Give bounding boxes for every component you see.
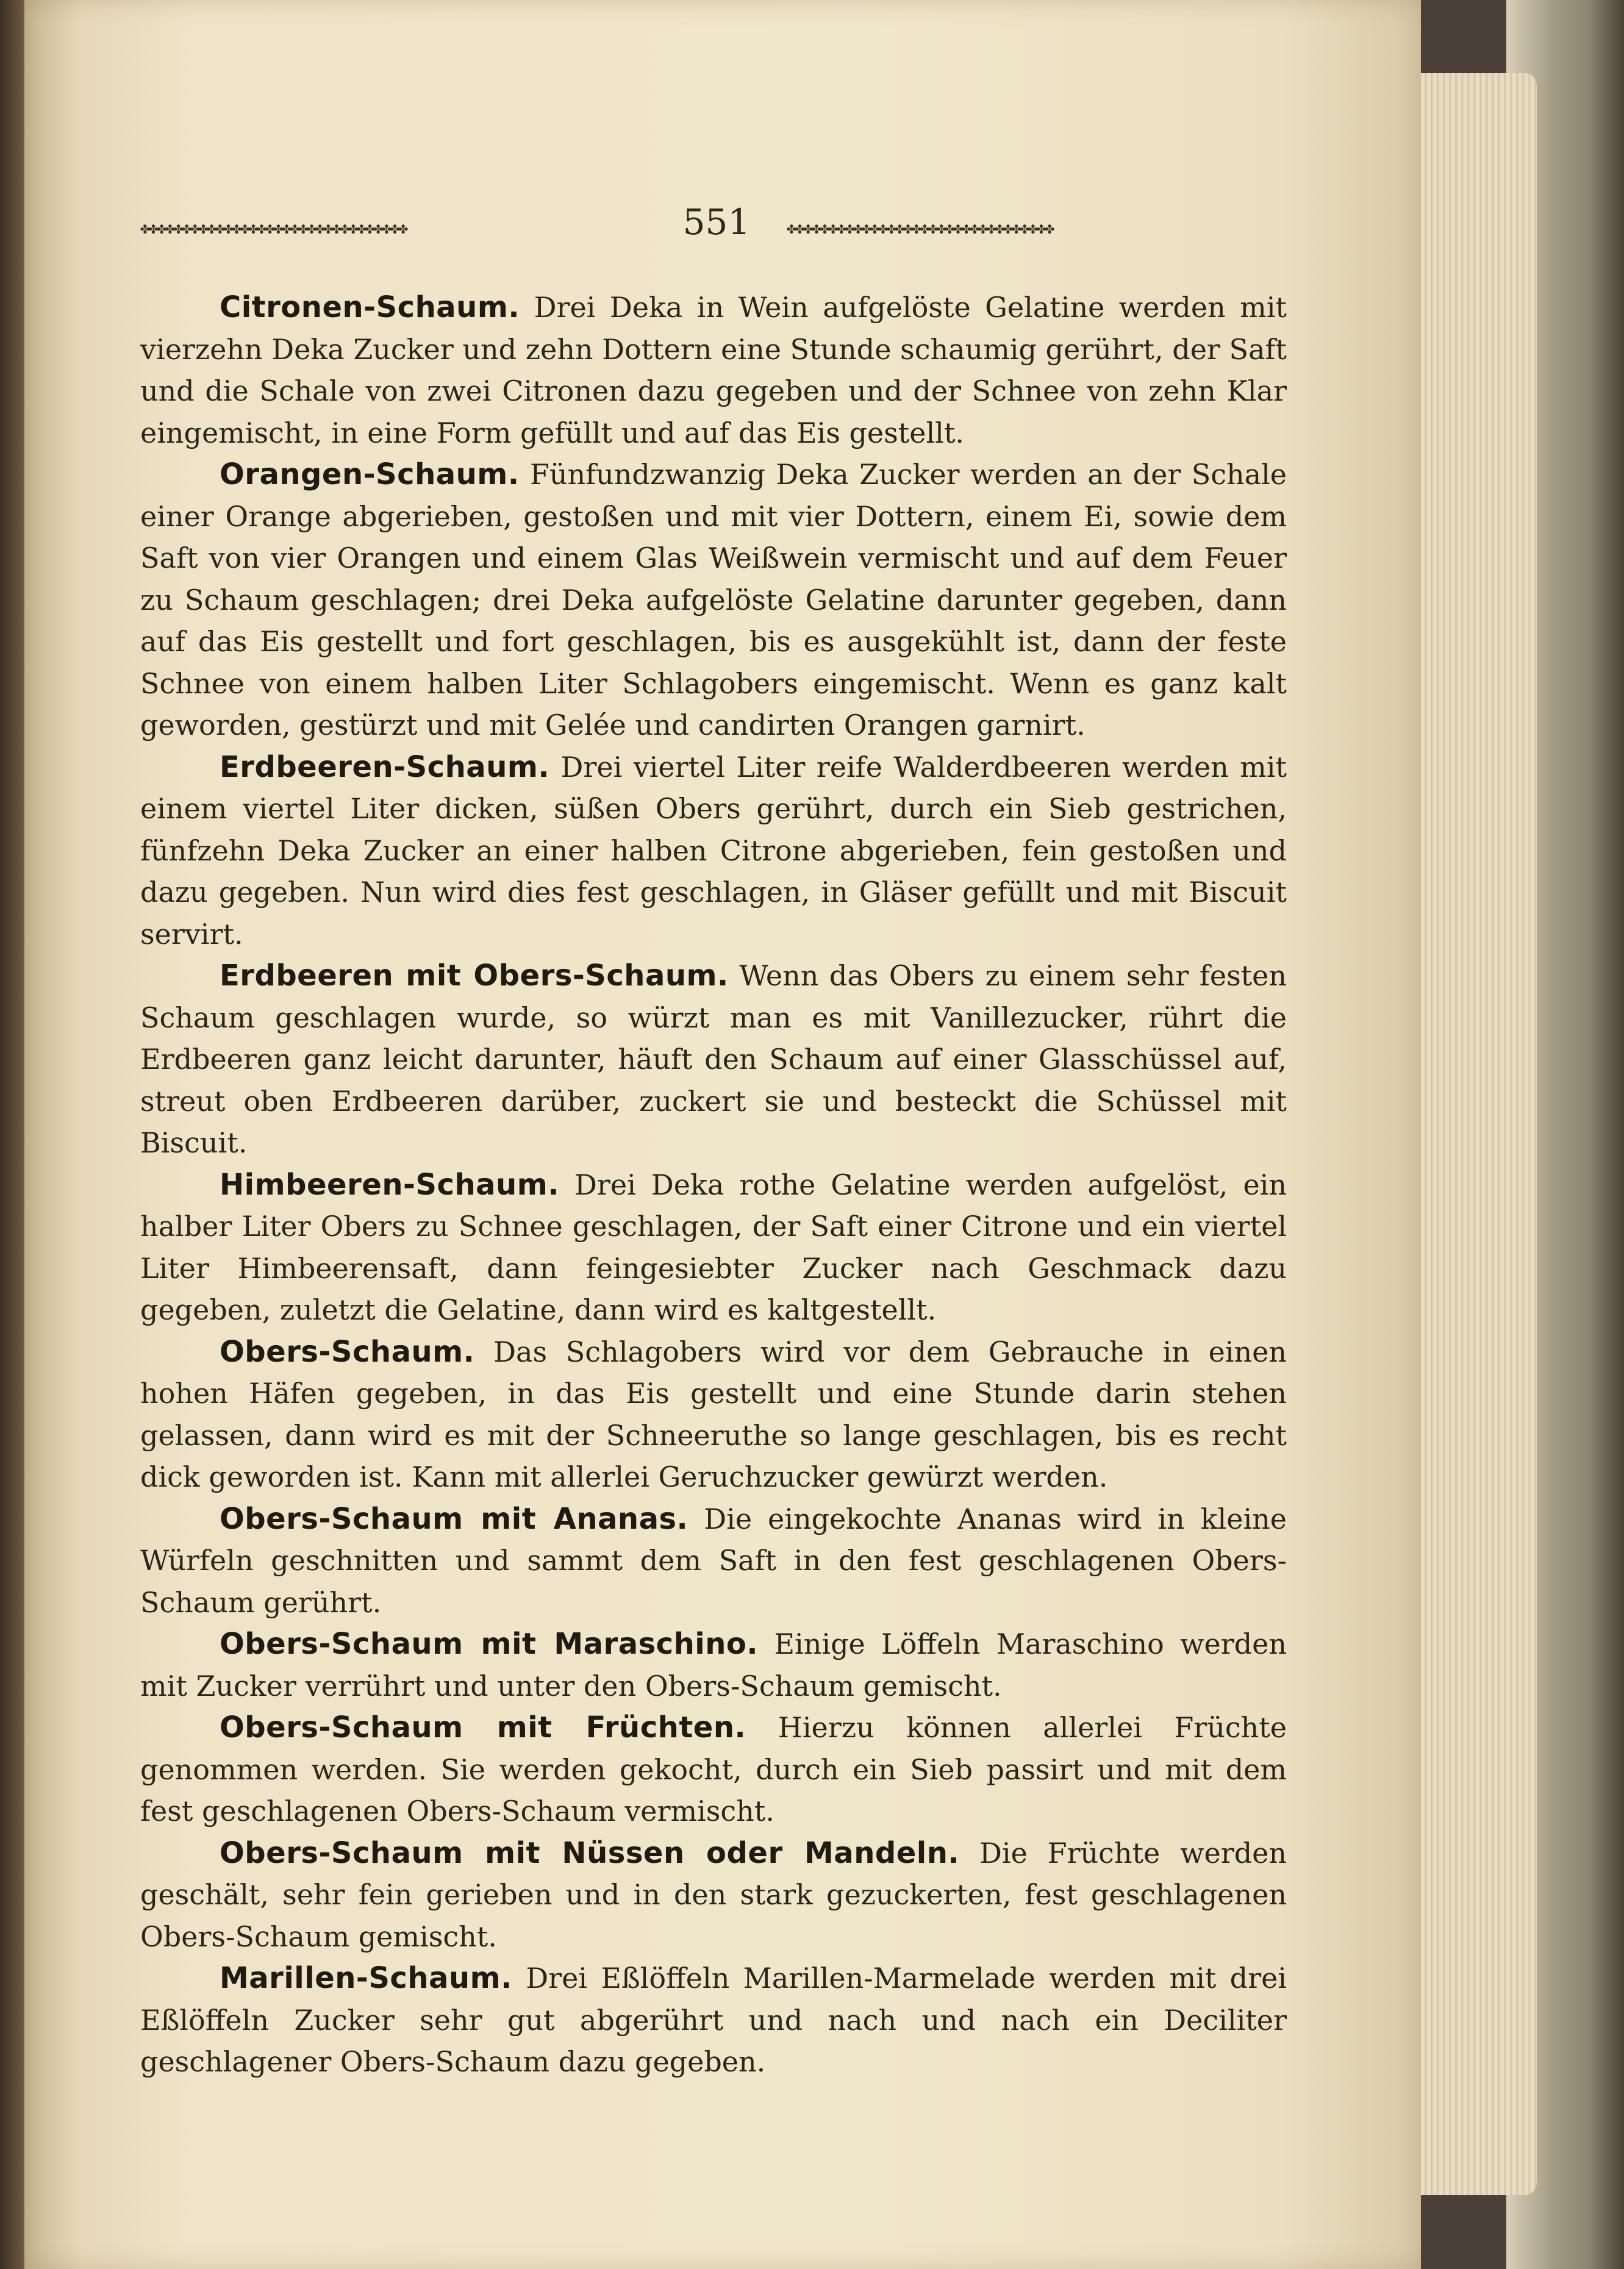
recipe-title: Citronen-Schaum. (220, 290, 520, 324)
recipe-entry (140, 1331, 1287, 1498)
recipe-entry (140, 287, 1287, 454)
page-header (140, 201, 1287, 250)
recipe-title: Obers-Schaum mit Früchten. (220, 1710, 746, 1745)
header-ornament-right: ✤✤✤✤✤✤✤✤✤✤✤✤✤✤✤✤✤✤✤✤✤✤✤✤✤✤✤✤✤✤✤✤ (787, 220, 1053, 234)
recipe-title: Marillen-Schaum. (220, 1961, 512, 1995)
recipe-body: Drei Deka in Wein aufgelöste Gelatine werden mit vierzehn Deka Zucker und zehn Dottern eine Stunde schaumig gerührt, der Saft und die Schale von zwei Citronen dazu gegeben und der Schnee von zehn Klar eingemischt, in eine Form gefüllt und auf das Eis gestellt. (140, 291, 1287, 449)
recipe-body: Einige Löffeln Maraschino werden mit Zucker verrührt und unter den Obers-Schaum gemischt. (140, 1628, 1287, 1703)
recipe-body: Wenn das Obers zu einem sehr festen Schaum geschlagen wurde, so würzt man es mit Vanillezucker, rührt die Erdbeeren ganz leicht darunter, häuft den Schaum auf einer Glasschüssel auf, streut oben Erdbeeren darüber, zuckert sie und besteckt die Schüssel mit Biscuit. (140, 959, 1287, 1159)
recipe-entry (140, 955, 1287, 1164)
recipe-title: Orangen-Schaum. (220, 457, 520, 491)
recipe-body: Fünfundzwanzig Deka Zucker werden an der Schale einer Orange abgerieben, gestoßen und mit vier Dottern, einem Ei, sowie dem Saft von vier Orangen und einem Glas Weißwein vermischt und auf dem Feuer zu Schaum geschlagen; drei Deka aufgelöste Gelatine darunter gegeben, dann auf das Eis gestellt und fort geschlagen, bis es ausgekühlt ist, dann der feste Schnee von einem halben Liter Schlagobers eingemischt. Wenn es ganz kalt geworden, gestürzt und mit Gelée und candirten Orangen garnirt. (140, 458, 1287, 741)
recipe-body: Die eingekochte Ananas wird in kleine Würfeln geschnitten und sammt dem Saft in den fest geschlagenen Obers-Schaum gerührt. (140, 1502, 1287, 1619)
book-page (24, 0, 1421, 2269)
recipe-entry (140, 1957, 1287, 2083)
recipe-entry (140, 746, 1287, 956)
recipe-entry (140, 454, 1287, 746)
recipe-body: Die Früchte werden geschält, sehr fein gerieben und in den stark gezuckerten, fest geschlagenen Obers-Schaum gemischt. (140, 1836, 1287, 1953)
recipe-title: Erdbeeren-Schaum. (220, 749, 550, 784)
recipe-entry (140, 1164, 1287, 1331)
recipe-entry (140, 1832, 1287, 1958)
recipe-entry (140, 1707, 1287, 1832)
page-number: 551 (682, 201, 751, 243)
recipe-body: Drei Eßlöffeln Marillen-Marmelade werden mit drei Eßlöffeln Zucker sehr gut abgerührt und nach und nach ein Deciliter geschlagener Obers-Schaum dazu gegeben. (140, 1962, 1287, 2078)
recipe-title: Obers-Schaum mit Ananas. (220, 1501, 689, 1536)
recipe-entry (140, 1498, 1287, 1624)
recipe-body: Hierzu können allerlei Früchte genommen werden. Sie werden gekocht, durch ein Sieb passirt und mit dem fest geschlagenen Obers-Schaum vermischt. (140, 1711, 1287, 1828)
recipe-title: Erdbeeren mit Obers-Schaum. (220, 959, 729, 993)
recipe-title: Himbeeren-Schaum. (220, 1167, 559, 1202)
recipe-body: Drei Deka rothe Gelatine werden aufgelöst, ein halber Liter Obers zu Schnee geschlagen, der Saft einer Citrone und ein viertel Liter Himbeerensaft, dann feingesiebter Zucker nach Geschmack dazu gegeben, zuletzt die Gelatine, dann wird es kaltgestellt. (140, 1168, 1287, 1326)
recipe-entry (140, 1623, 1287, 1707)
recipe-text (140, 287, 1287, 2083)
recipe-body: Drei viertel Liter reife Walderdbeeren werden mit einem viertel Liter dicken, süßen Obers gerührt, durch ein Sieb gestrichen, fünfzehn Deka Zucker an einer halben Citrone abgerieben, fein gestoßen und dazu gegeben. Nun wird dies fest geschlagen, in Gläser gefüllt und mit Biscuit servirt. (140, 750, 1287, 951)
header-ornament-left: ✤✤✤✤✤✤✤✤✤✤✤✤✤✤✤✤✤✤✤✤✤✤✤✤✤✤✤✤✤✤✤✤ (140, 220, 407, 234)
recipe-title: Obers-Schaum. (220, 1334, 475, 1369)
recipe-title: Obers-Schaum mit Nüssen oder Mandeln. (220, 1835, 960, 1870)
recipe-body: Das Schlagobers wird vor dem Gebrauche in einen hohen Häfen gegeben, in das Eis gestellt und eine Stunde darin stehen gelassen, dann wird es mit der Schneeruthe so lange geschlagen, bis es recht dick geworden ist. Kann mit allerlei Geruchzucker gewürzt werden. (140, 1335, 1287, 1493)
recipe-title: Obers-Schaum mit Maraschino. (220, 1627, 759, 1661)
